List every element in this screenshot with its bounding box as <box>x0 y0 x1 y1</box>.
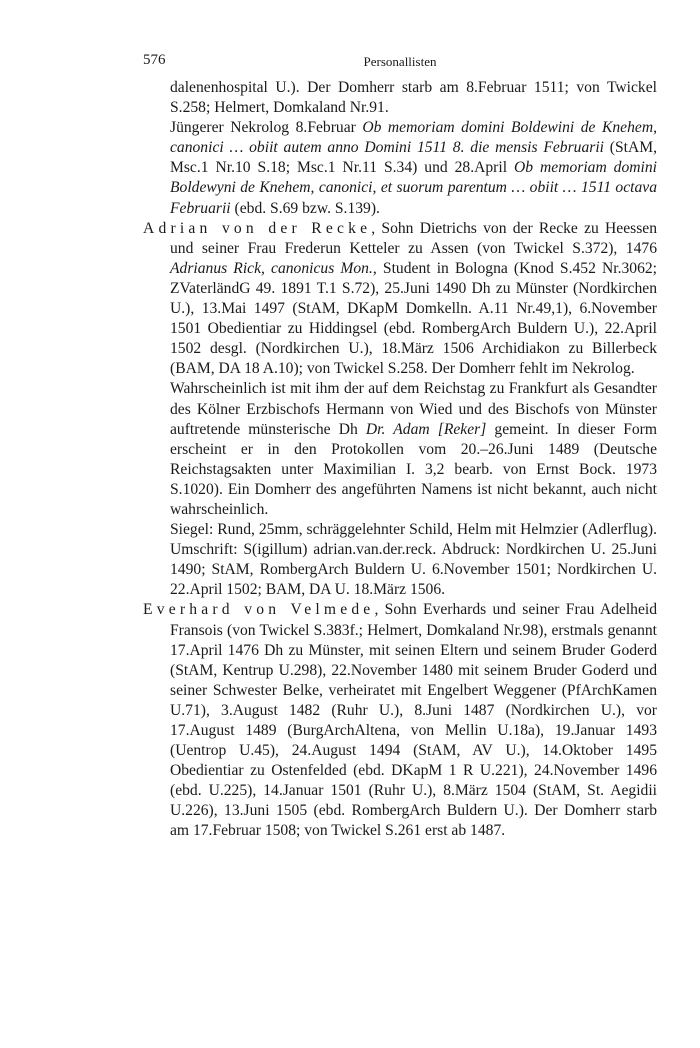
body-paragraph <box>143 520 657 600</box>
running-head <box>143 52 657 74</box>
text-segment: dalenenhospital U.). Der Domherr starb am 8.Februar 1511; von Twickel S.258; Helmert, Domkaland Nr.91. <box>170 79 657 117</box>
entry-paragraph <box>143 600 657 841</box>
body-text <box>143 78 657 842</box>
text-segment: , Sohn Everhards und seiner Frau Adelheid Fransois (von Twickel S.383f.; Helmert, Domkaland Nr.98), erstmals genannt 17.April 1476 Dh zu Münster, mit seinen Eltern und seinem Bruder Goderd (StAM, Kentrup U.298), 22.November 1480 mit seinem Bruder Goderd und seiner Schwester Belke, verheiratet mit Engelbert Weggener (PfArchKamen U.71), 3.August 1482 (Ruhr U.), 8.Juni 1487 (Nordkirchen U.), vor 17.August 1489 (BurgArchAltena, von Mellin U.18a), 19.Januar 1493 (Uentrop U.45), 24.August 1494 (StAM, AV U.), 14.Oktober 1495 Obedientiar zu Ostenfelded (ebd. DKapM 1 R U.221), 24.November 1496 (ebd. U.225), 14.Januar 1501 (Ruhr U.), 8.März 1504 (StAM, St. Aegidii U.226), 13.Juni 1505 (ebd. RombergArch Buldern U.). Der Domherr starb am 17.Februar 1508; von Twickel S.261 erst ab 1487. <box>170 601 657 840</box>
entry-name: Adrian von der Recke <box>143 219 372 237</box>
text-segment: (ebd. S.69 bzw. S.139). <box>230 199 380 217</box>
italic-citation: Adrianus Rick, canonicus Mon. <box>170 259 373 277</box>
page-number: 576 <box>143 52 166 68</box>
italic-citation: Ob memoriam domini Boldewyni de Knehem, canonici, et suorum parentum … obiit … 1511 octava Februarii <box>170 159 657 217</box>
body-paragraph <box>143 78 657 118</box>
italic-citation: Ob memoriam domini Boldewini de Knehem, canonici … obiit autem anno Domini 1511 8. die mensis Februarii <box>170 119 657 157</box>
body-paragraph <box>143 118 657 218</box>
entry-paragraph <box>143 219 657 380</box>
text-segment: , Student in Bologna (Knod S.452 Nr.3062; ZVaterländG 49. 1891 T.1 S.72), 25.Juni 1490 Dh zu Münster (Nordkirchen U.), 13.Mai 1497 (StAM, DKapM Domkelln. A.11 Nr.49,1), 6.November 1501 Obedientiar zu Hiddingsel (ebd. RombergArch Buldern U.), 22.April 1502 desgl. (Nordkirchen U.), 18.März 1506 Archidiakon zu Billerbeck (BAM, DA 18 A.10); von Twickel S.258. Der Domherr fehlt im Nekrolog. <box>170 259 658 378</box>
text-segment: (StAM, Msc.1 Nr.10 S.18; Msc.1 Nr.11 S.34) und 28.April <box>170 139 657 177</box>
text-segment: Jüngerer Nekrolog 8.Februar <box>170 119 363 137</box>
text-segment: , Sohn Dietrichs von der Recke zu Heessen und seiner Frau Frederun Ketteler zu Assen (von Twickel S.372), 1476 <box>170 219 657 257</box>
text-segment: Siegel: Rund, 25mm, schräggelehnter Schild, Helm mit Helmzier (Adlerflug). Umschrift: S(igillum) adrian.van.der.reck. Abdruck: Nordkirchen U. 25.Juni 1490; StAM, RombergArch Buldern U. 6.November 1501; Nordkirchen U. 22.April 1502; BAM, DA U. 18.März 1506. <box>170 521 657 599</box>
entry-name: Everhard von Velmede <box>143 601 375 619</box>
header-title: Personallisten <box>363 54 437 69</box>
text-segment: gemeint. In dieser Form erscheint er in den Protokollen vom 20.–26.Juni 1489 (Deutsche Reichstagsakten unter Maximilian I. 3,2 bearb. von Ernst Bock. 1973 S.1020). Ein Domherr des angeführten Namens ist nicht bekannt, auch nicht wahrscheinlich. <box>170 420 657 518</box>
italic-citation: Dr. Adam [Reker] <box>365 420 487 438</box>
body-paragraph <box>143 379 657 520</box>
text-segment: Wahrscheinlich ist mit ihm der auf dem Reichstag zu Frankfurt als Gesandter des Kölner Erzbischofs Hermann von Wied und des Bischofs von Münster auftretende münsterische Dh <box>170 380 657 438</box>
